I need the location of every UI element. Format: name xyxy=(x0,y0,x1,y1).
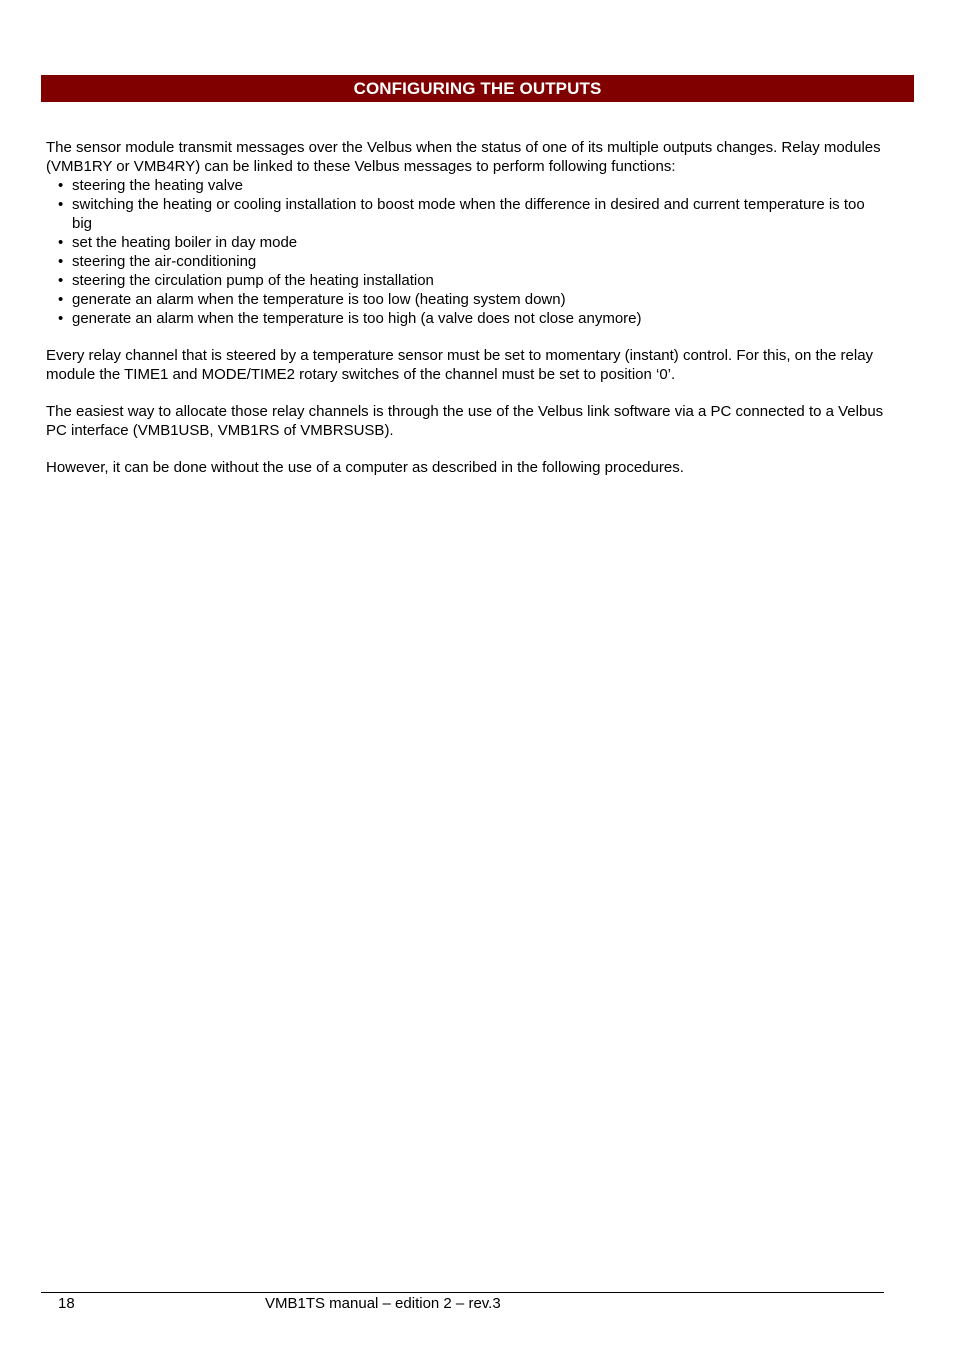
section-title: CONFIGURING THE OUTPUTS xyxy=(353,79,602,98)
list-item xyxy=(46,176,886,195)
list-item xyxy=(46,309,886,328)
list-item xyxy=(46,233,886,252)
footer-doc-title: VMB1TS manual – edition 2 – rev.3 xyxy=(265,1295,501,1312)
list-item xyxy=(46,252,886,271)
section-title-bar xyxy=(41,75,914,102)
intro-paragraph: The sensor module transmit messages over the Velbus when the status of one of its multiple outputs changes. Relay modules (VMB1RY or VMB4RY) can be linked to these Velbus messages to perform following functions: xyxy=(46,139,881,175)
list-item-text: steering the heating valve xyxy=(72,177,243,194)
bullet-icon: • xyxy=(58,310,64,327)
relay-setting-paragraph: Every relay channel that is steered by a temperature sensor must be set to momentary (instant) control. For this, on the relay module the TIME1 and MODE/TIME2 rotary switches of the channel must be set to position ‘0’. xyxy=(46,347,874,383)
bullet-icon: • xyxy=(58,196,64,213)
list-item-text: generate an alarm when the temperature is too low (heating system down) xyxy=(72,291,566,308)
list-item-text: steering the circulation pump of the heating installation xyxy=(72,272,434,289)
list-item xyxy=(46,271,886,290)
list-item-text: steering the air-conditioning xyxy=(72,253,257,270)
bullet-icon: • xyxy=(58,253,64,270)
page-number: 18 xyxy=(58,1295,75,1312)
list-item xyxy=(46,195,886,233)
footer-divider xyxy=(41,1292,884,1293)
manual-procedure-paragraph: However, it can be done without the use of a computer as described in the following procedures. xyxy=(46,459,684,476)
list-item-text: generate an alarm when the temperature is too high (a valve does not close anymore) xyxy=(72,310,642,327)
page-body xyxy=(46,138,886,477)
function-list xyxy=(46,176,886,328)
link-software-paragraph: The easiest way to allocate those relay channels is through the use of the Velbus link software via a PC connected to a Velbus PC interface (VMB1USB, VMB1RS of VMBRSUSB). xyxy=(46,403,884,439)
bullet-icon: • xyxy=(58,272,64,289)
list-item-text: set the heating boiler in day mode xyxy=(72,234,298,251)
bullet-icon: • xyxy=(58,177,64,194)
bullet-icon: • xyxy=(58,291,64,308)
bullet-icon: • xyxy=(58,234,64,251)
list-item xyxy=(46,290,886,309)
list-item-text: switching the heating or cooling installation to boost mode when the difference in desired and current temperature is too big xyxy=(72,196,865,232)
